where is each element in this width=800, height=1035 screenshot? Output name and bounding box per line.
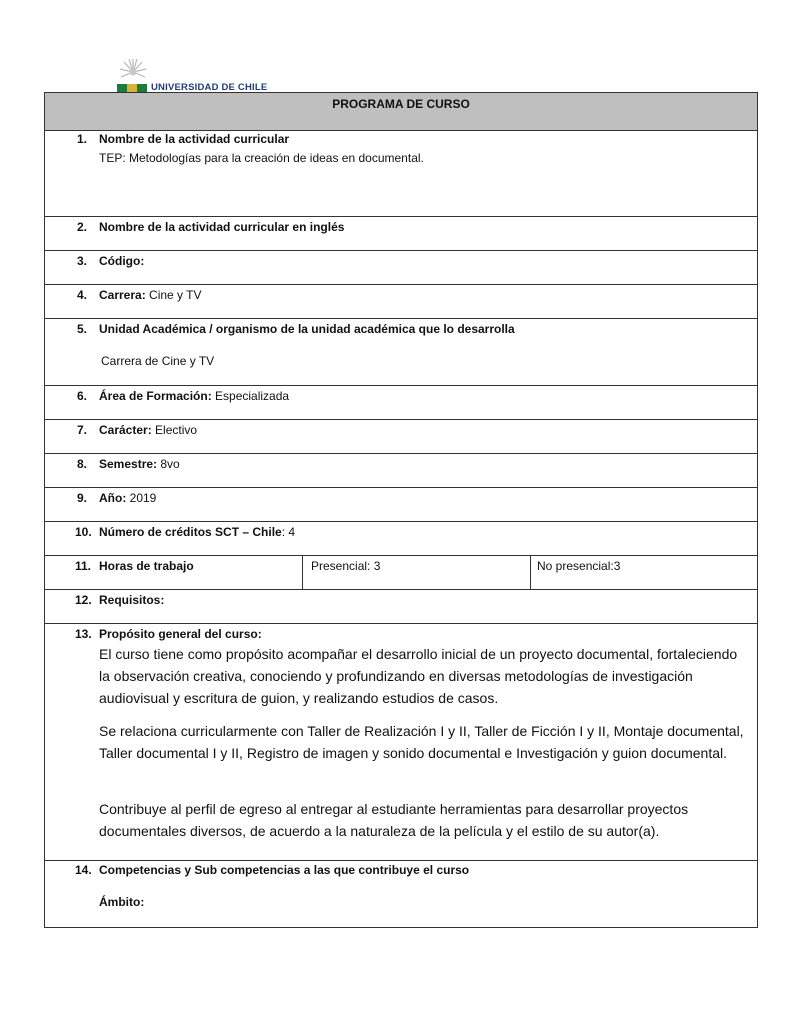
form-header — [45, 93, 757, 130]
item-label: Nombre de la actividad curricular en inglés — [99, 220, 345, 234]
item-detail: Carrera de Cine y TV — [101, 354, 215, 368]
item-3-code — [45, 250, 757, 284]
purpose-paragraph-3: Contribuye al perfil de egreso al entregar al estudiante herramientas para desarrollar proyectos documentales diversos, de acuerdo a la naturaleza de la película y el estilo de su autor(a). — [99, 801, 689, 839]
item-8-semester — [45, 453, 757, 487]
item-number: 6. — [77, 389, 88, 403]
item-value: : 4 — [281, 525, 296, 539]
item-value: Electivo — [151, 423, 198, 437]
item-label: Área de Formación: Especializada — [99, 389, 290, 403]
item-number: 7. — [77, 423, 88, 437]
item-1-activity-name — [45, 130, 757, 216]
form-title: PROGRAMA DE CURSO — [332, 97, 470, 111]
item-number: 2. — [77, 220, 88, 234]
presencial-cell — [302, 556, 531, 589]
no-presencial-cell — [530, 556, 757, 589]
item-value: Cine y TV — [145, 288, 202, 302]
university-name: UNIVERSIDAD DE CHILE — [151, 82, 268, 93]
scope-label: Ámbito: — [99, 895, 145, 909]
item-value: 2019 — [126, 491, 157, 505]
item-label: Horas de trabajo — [99, 559, 194, 573]
course-program-form — [44, 92, 758, 928]
item-label: Número de créditos SCT – Chile: 4 — [99, 525, 296, 539]
item-7-character — [45, 419, 757, 453]
item-number: 8. — [77, 457, 88, 471]
item-10-credits — [45, 521, 757, 555]
presencial-hours: Presencial: 3 — [311, 559, 381, 573]
item-label: Año: 2019 — [99, 491, 157, 505]
item-label: Competencias y Sub competencias a las que contribuye el curso — [99, 863, 470, 877]
sun-emblem-icon — [115, 58, 151, 86]
item-number: 13. — [75, 627, 92, 641]
item-11-work-hours — [45, 555, 757, 589]
university-logo — [115, 58, 275, 92]
item-14-competencies — [45, 860, 757, 927]
item-2-activity-name-english — [45, 216, 757, 250]
item-number: 1. — [77, 132, 88, 146]
item-number: 9. — [77, 491, 88, 505]
no-presencial-hours: No presencial:3 — [537, 559, 621, 573]
purpose-paragraph-2: Se relaciona curricularmente con Taller de Realización I y II, Taller de Ficción I y II, Montaje documental, Taller documental I y II, Registro de imagen y sonido documental e Investigación y guion documental. — [99, 723, 744, 761]
university-flag-mark — [117, 84, 147, 92]
purpose-paragraph-1: El curso tiene como propósito acompañar el desarrollo inicial de un proyecto documental, fortaleciendo la observación creativa, conociendo y profundizando en diversas metodologías de investigación audiovisual y escritura de guion, y realizando estudios de casos. — [99, 646, 738, 706]
item-number: 4. — [77, 288, 88, 302]
item-value: Especializada — [211, 389, 290, 403]
item-label: Requisitos: — [99, 593, 165, 607]
item-label: Propósito general del curso: — [99, 627, 262, 641]
item-number: 5. — [77, 322, 88, 336]
item-number: 12. — [75, 593, 92, 607]
item-value: 8vo — [157, 457, 180, 471]
item-detail: TEP: Metodologías para la creación de ideas en documental. — [99, 151, 424, 165]
item-number: 11. — [75, 559, 92, 573]
item-6-training-area — [45, 385, 757, 419]
item-9-year — [45, 487, 757, 521]
item-label: Carácter: Electivo — [99, 423, 198, 437]
item-label: Carrera: Cine y TV — [99, 288, 202, 302]
item-number: 10. — [75, 525, 92, 539]
item-label: Semestre: 8vo — [99, 457, 180, 471]
item-label: Nombre de la actividad curricular — [99, 132, 290, 146]
item-12-requirements — [45, 589, 757, 623]
item-4-career — [45, 284, 757, 318]
item-number: 14. — [75, 863, 92, 877]
item-number: 3. — [77, 254, 88, 268]
item-label: Unidad Académica / organismo de la unidad académica que lo desarrolla — [99, 322, 515, 336]
item-label: Código: — [99, 254, 145, 268]
item-13-general-purpose — [45, 623, 757, 860]
item-5-academic-unit — [45, 318, 757, 385]
